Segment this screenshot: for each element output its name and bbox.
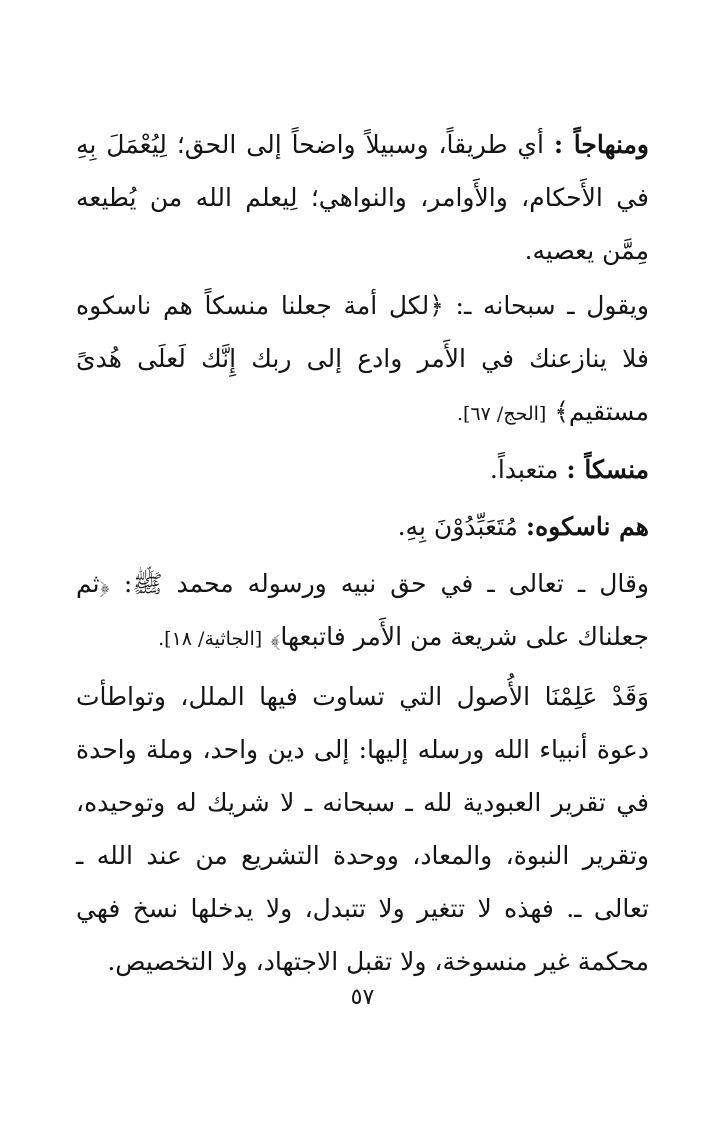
paragraph-shariah-verse-text: وقال ـ تعالى ـ في حق نبيه ورسوله محمد ﷺ: ﴿ثم جعلناك على شريعة من الأَمر فاتبعها﴾ <box>76 569 649 651</box>
paragraph-mansak-verse <box>76 279 649 441</box>
paragraph-mansak-definition-text: متعبداً. <box>489 455 567 484</box>
paragraph-nasikuh-definition <box>76 500 649 553</box>
paragraph-minhaj-text: أي طريقاً، وسبيلاً واضحاً إلى الحق؛ لِيُعْمَلَ بِهِ في الأَحكام، والأَوامر، والنواهي؛ لِيعلم الله من يُطيعه مِمَّن يعصيه. <box>76 130 649 265</box>
paragraph-mansak-verse-text: ويقول ـ سبحانه ـ: ﴿لكل أمة جعلنا منسكاً هم ناسكوه فلا ينازعنك في الأَمر وادع إلى ربك إِنَّك لَعلَى هُدىً مستقيم﴾ <box>76 291 649 426</box>
paragraph-minhaj <box>76 118 649 277</box>
paragraph-usul-text: وَقَدْ عَلِمْنَا الأُصول التي تساوت فيها الملل، وتواطأت دعوة أنبياء الله ورسله إليها: إلى دين واحد، وملة واحدة في تقرير العبودية لله ـ سبحانه ـ لا شريك له وتوحيده، وتقرير النبوة، والمعاد، ووحدة التشريع من عند الله ـ تعالى ـ. فهذه لا تتغير ولا تتبدل، ولا يدخلها نسخ فهي محكمة غير منسوخة، ولا تقبل الاجتهاد، ولا التخصيص. <box>76 682 649 976</box>
citation-hajj: [الحج/ ٦٧]. <box>457 403 547 425</box>
page-body <box>76 118 649 988</box>
paragraph-usul <box>76 670 649 988</box>
paragraph-nasikuh-definition-text: مُتَعَبِّدُوْنَ بِهِ. <box>397 512 526 541</box>
page-number: ٥٧ <box>350 985 375 1010</box>
term-minhaj: ومنهاجاً : <box>553 130 649 159</box>
paragraph-shariah-verse <box>76 557 649 666</box>
term-nasikuh: هم ناسكوه: <box>525 512 649 541</box>
citation-jathiyah: [الجاثية/ ١٨]. <box>158 628 263 650</box>
term-mansak: منسكاً : <box>566 455 649 484</box>
paragraph-mansak-definition <box>76 443 649 496</box>
